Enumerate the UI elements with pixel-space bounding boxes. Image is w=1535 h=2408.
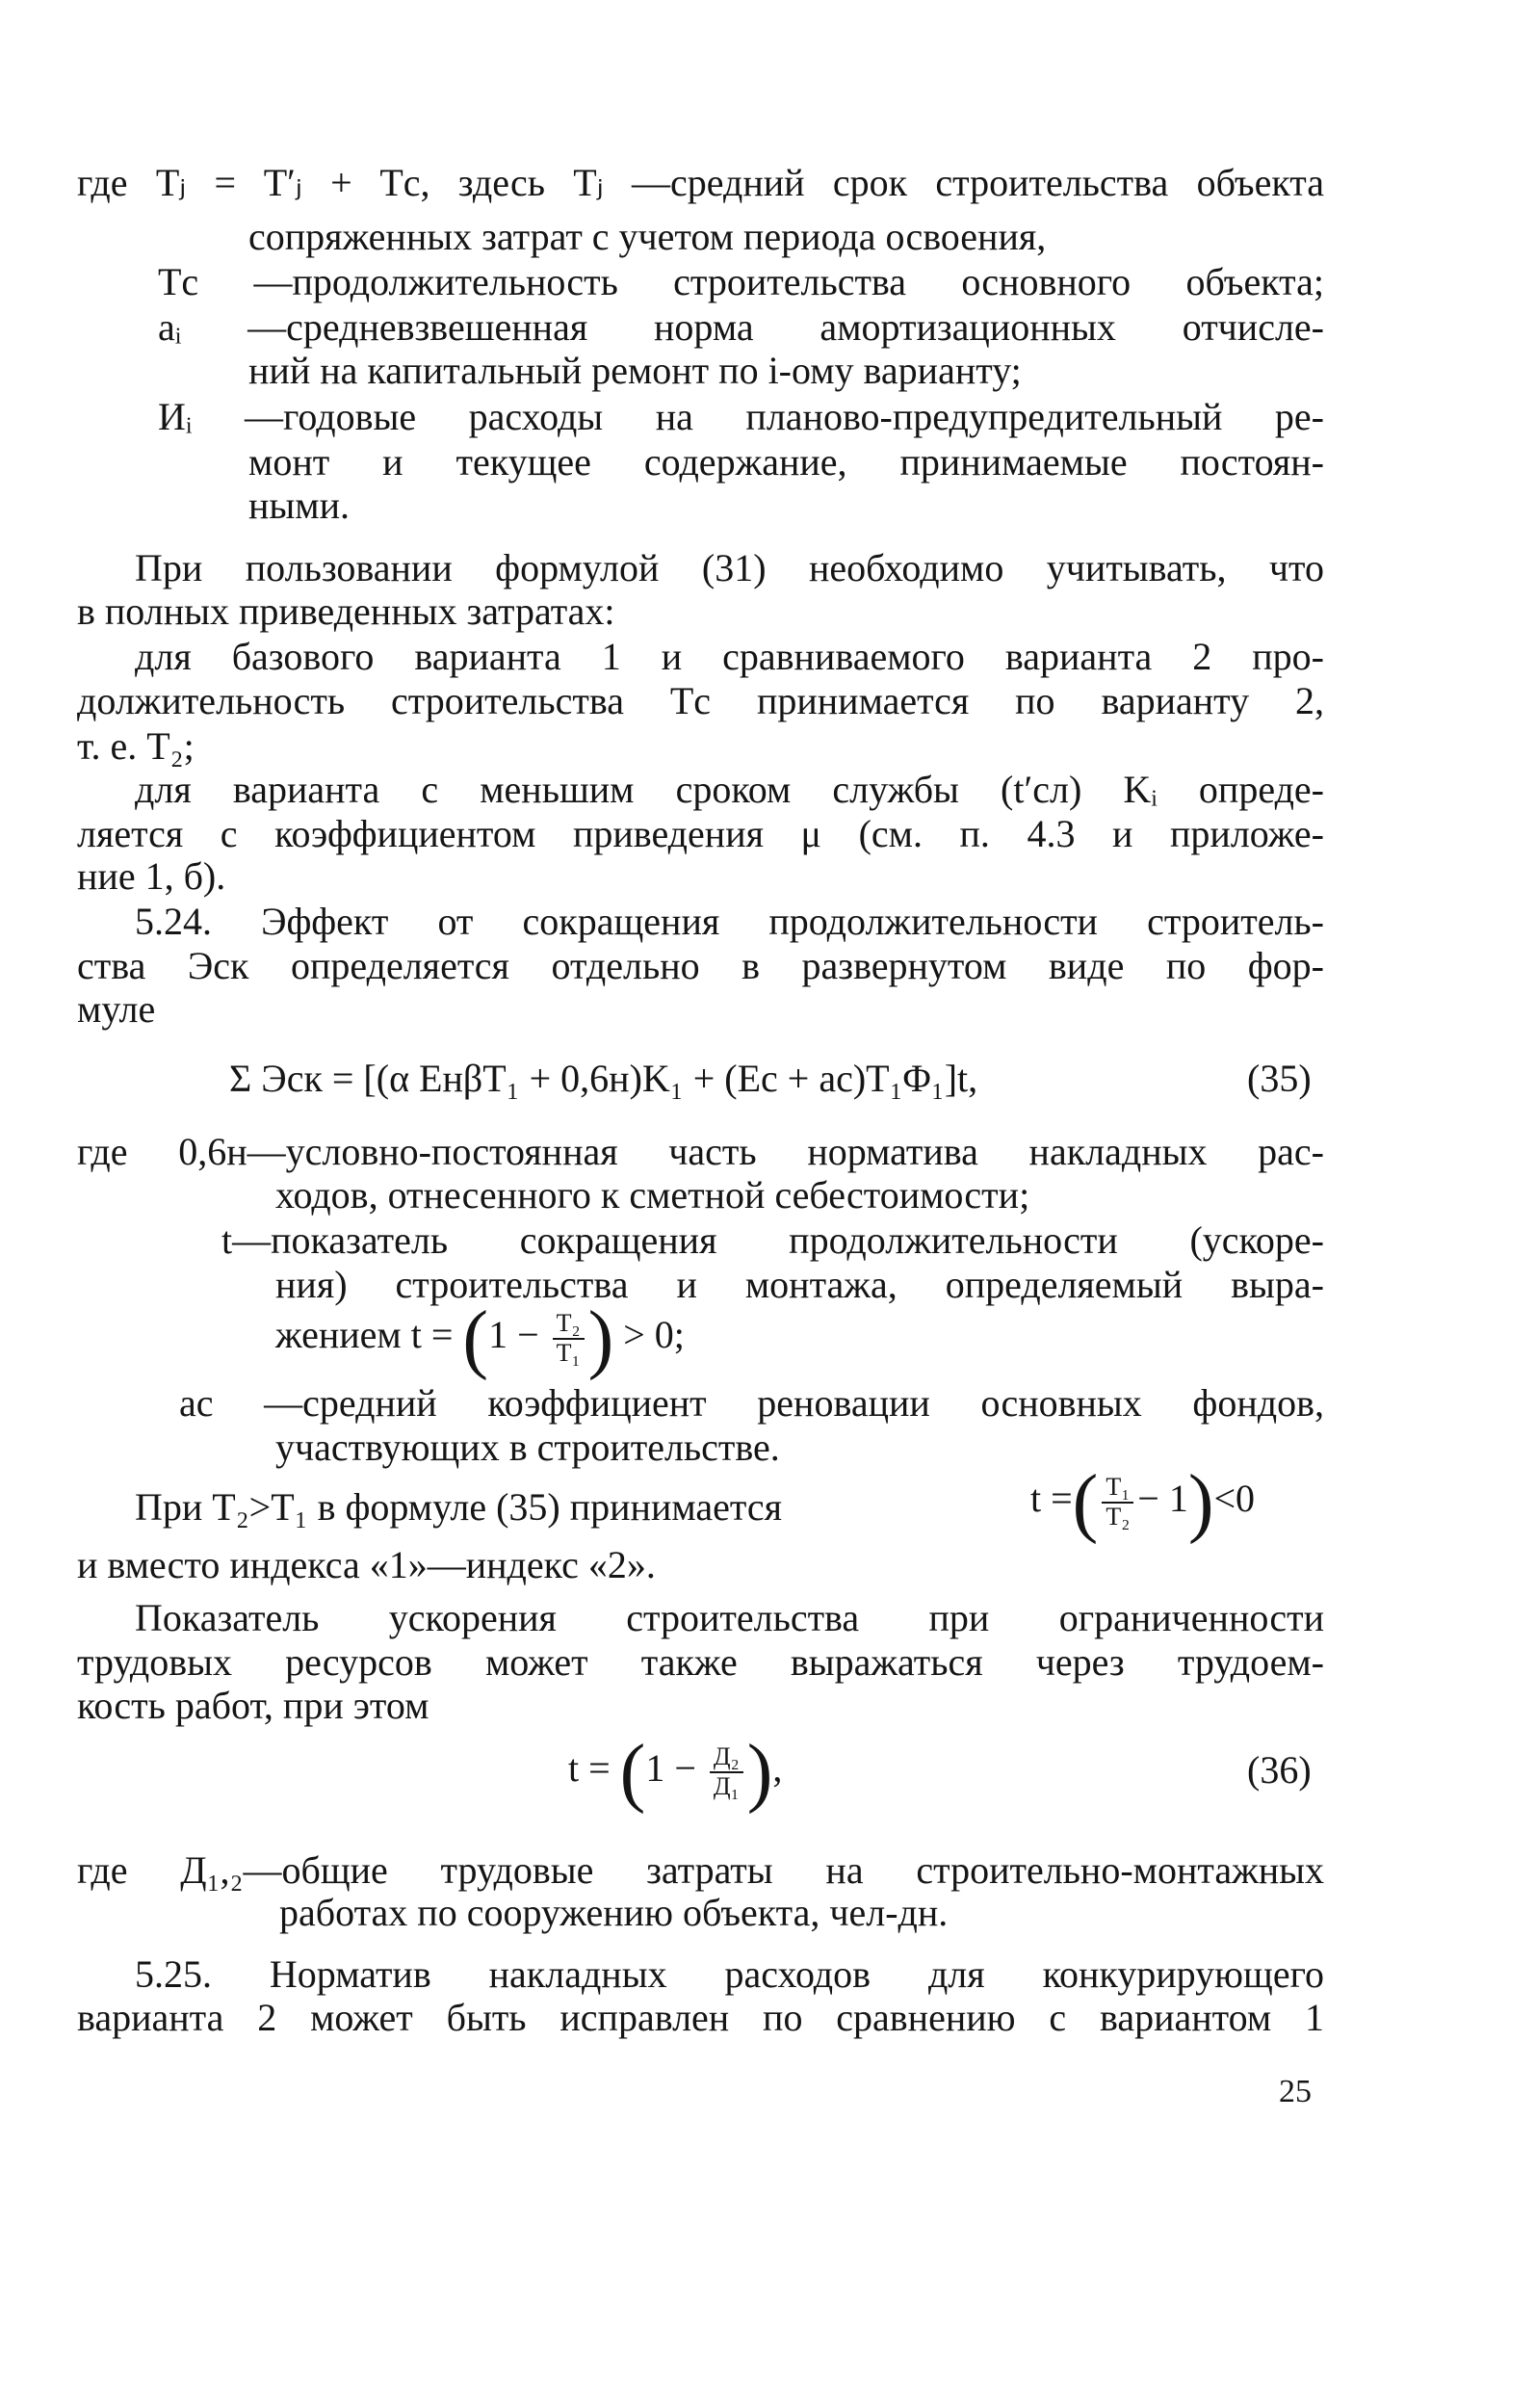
text-line: где Д₁,₂—общие трудовые затраты на строительно-монтажных bbox=[77, 1848, 1324, 1892]
page-number: 25 bbox=[1279, 2074, 1312, 2109]
text-line: При T₂>T₁ в формуле (35) принимается bbox=[135, 1485, 783, 1529]
text-line: для базового варианта 1 и сравниваемого варианта 2 про- bbox=[135, 635, 1324, 678]
text-line: ний на капитальный ремонт по i-ому варианту; bbox=[248, 349, 1022, 392]
text-line: ными. bbox=[248, 484, 350, 527]
right-paren: ) bbox=[746, 1730, 773, 1815]
fraction-numerator: Д₂ bbox=[710, 1743, 743, 1773]
text-line: варианта 2 может быть исправлен по сравнению с вариантом 1 bbox=[77, 1996, 1324, 2039]
formula-text: <0 bbox=[1213, 1477, 1256, 1521]
right-paren: ) bbox=[1187, 1460, 1214, 1545]
text-line: т. е. T₂; bbox=[77, 724, 195, 768]
fraction bbox=[1102, 1474, 1133, 1531]
text-line: сопряженных затрат с учетом периода освоения, bbox=[248, 215, 1047, 258]
text-line: кость работ, при этом bbox=[77, 1684, 429, 1727]
formula-text: , bbox=[772, 1746, 783, 1791]
text-line: муле bbox=[77, 987, 156, 1031]
inline-formula-t2 bbox=[1030, 1460, 1256, 1545]
formula-text: t = bbox=[568, 1746, 611, 1791]
text-line: t—показатель сокращения продолжительности (ускоре- bbox=[221, 1218, 1324, 1262]
left-paren: ( bbox=[462, 1296, 489, 1381]
fraction-numerator: T₁ bbox=[1102, 1474, 1133, 1504]
formula-one: 1 − bbox=[645, 1746, 696, 1791]
equation-number-35: (35) bbox=[1247, 1057, 1312, 1100]
text-line: где Tⱼ = T′ⱼ + Tс, здесь Tⱼ —средний срок строительства объекта bbox=[77, 161, 1324, 204]
fraction bbox=[553, 1310, 585, 1367]
formula-text: t = bbox=[1030, 1477, 1073, 1521]
text-line: участвующих в строительстве. bbox=[275, 1426, 780, 1469]
text-line: ходов, отнесенного к сметной себестоимости; bbox=[275, 1173, 1030, 1217]
text-line: работах по сооружению объекта, чел-дн. bbox=[279, 1891, 949, 1934]
equation-35: Σ Эск = [(α EнβT₁ + 0,6н)K₁ + (Eс + aс)T₁Φ₁]t, bbox=[229, 1057, 978, 1100]
text-line: должительность строительства Tс принимается по варианту 2, bbox=[77, 679, 1324, 722]
text-line: ния) строительства и монтажа, определяемый выра- bbox=[275, 1263, 1324, 1306]
fraction-denominator: Д₁ bbox=[713, 1772, 740, 1800]
text-line: ства Эск определяется отдельно в развернутом виде по фор- bbox=[77, 944, 1324, 987]
formula-text: жением t = bbox=[275, 1313, 454, 1357]
fraction-denominator: T₂ bbox=[1106, 1503, 1131, 1531]
left-paren: ( bbox=[619, 1730, 646, 1815]
text-line: ние 1, б). bbox=[77, 854, 226, 898]
text-line: трудовых ресурсов может также выражаться через трудоем- bbox=[77, 1640, 1324, 1684]
text-line: и вместо индекса «1»—индекс «2». bbox=[77, 1543, 656, 1586]
equation-number-36: (36) bbox=[1247, 1748, 1312, 1792]
fraction-numerator: T₂ bbox=[553, 1310, 585, 1340]
text-line: монт и текущее содержание, принимаемые постоян- bbox=[248, 440, 1324, 484]
text-line: Показатель ускорения строительства при ограниченности bbox=[135, 1596, 1324, 1639]
left-paren: ( bbox=[1072, 1460, 1099, 1545]
equation-36 bbox=[568, 1730, 783, 1815]
formula-one: 1 − bbox=[488, 1313, 539, 1357]
text-line: ляется с коэффициентом приведения μ (см. п. 4.3 и приложе- bbox=[77, 812, 1324, 855]
formula-text: − 1 bbox=[1137, 1477, 1188, 1521]
text-line: aс —средний коэффициент реновации основных фондов, bbox=[179, 1381, 1324, 1425]
fraction-denominator: T₁ bbox=[556, 1339, 581, 1367]
section-5-24-line: 5.24. Эффект от сокращения продолжительности строитель- bbox=[135, 900, 1324, 943]
text-line: Иᵢ —годовые расходы на планово-предупредительный ре- bbox=[158, 395, 1324, 438]
text-line: При пользовании формулой (31) необходимо учитывать, что bbox=[135, 546, 1324, 589]
text-line: где 0,6н—условно-постоянная часть норматива накладных рас- bbox=[77, 1130, 1324, 1173]
inline-formula-t bbox=[275, 1296, 685, 1381]
text-line: в полных приведенных затратах: bbox=[77, 589, 615, 633]
section-5-25-line: 5.25. Норматив накладных расходов для конкурирующего bbox=[135, 1952, 1324, 1996]
right-paren: ) bbox=[587, 1296, 614, 1381]
text-line: для варианта с меньшим сроком службы (t′сл) Kᵢ опреде- bbox=[135, 768, 1324, 811]
text-line: Tс —продолжительность строительства основного объекта; bbox=[158, 260, 1324, 303]
text-line: aᵢ —средневзвешенная норма амортизационных отчисле- bbox=[158, 305, 1324, 349]
fraction bbox=[710, 1743, 743, 1800]
formula-text: > 0; bbox=[623, 1313, 685, 1357]
